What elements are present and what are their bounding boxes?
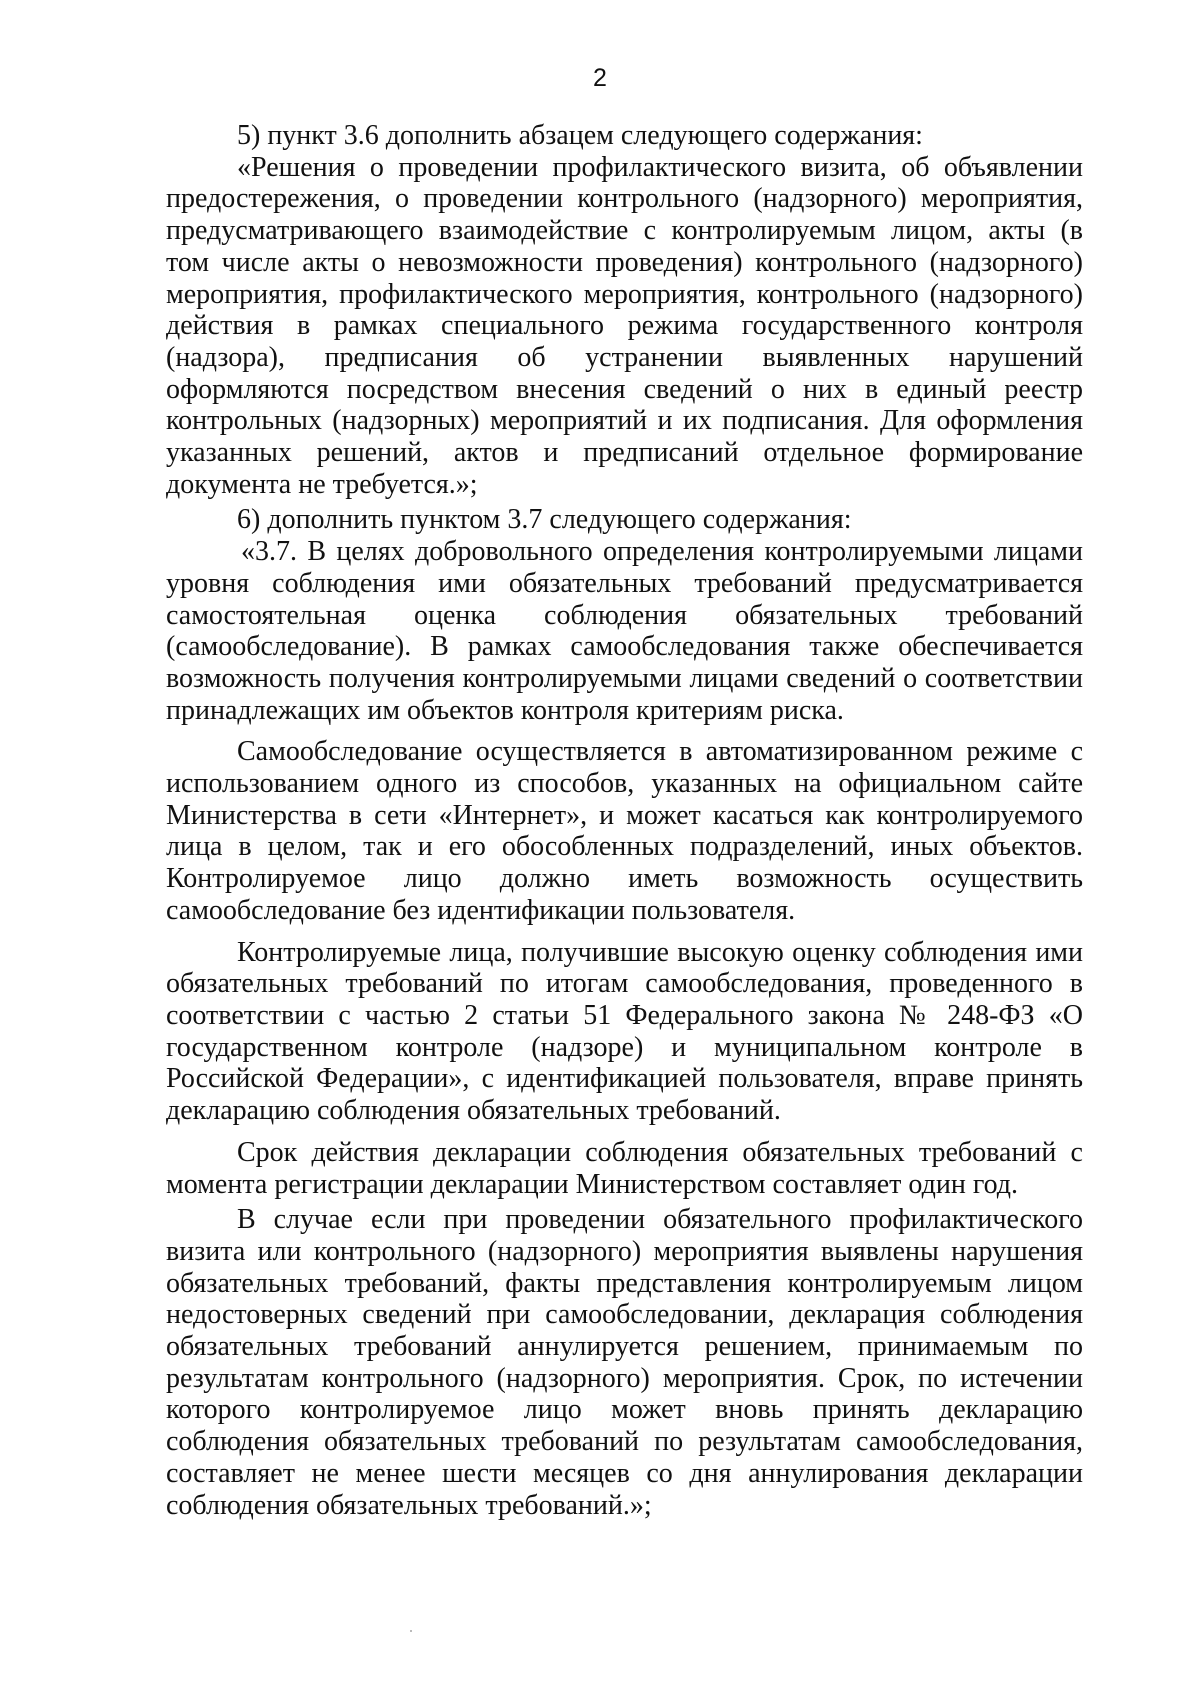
paragraph-declaration-annulment: В случае если при проведении обязательного профилактического визита или контрольного (надзорного) мероприятия выявлены нарушения обязательных требований, факты представления контролируемым лицом недостоверных сведений при самообследовании, декларация соблюдения обязательных требований аннулируется решением, принимаемым по результатам контрольного (надзорного) мероприятия. Срок, по истечении которого контролируемое лицо может вновь принять декларацию соблюдения обязательных требований по результатам самообследования, составляет не менее шести месяцев со дня аннулирования декларации соблюдения обязательных требований.»; (166, 1204, 1083, 1521)
paragraph-declaration-term: Срок действия декларации соблюдения обязательных требований с момента регистрации декларации Министерством составляет один год. (166, 1136, 1083, 1200)
paragraph-decisions-quote: «Решения о проведении профилактического визита, об объявлении предостережения, о проведении контрольного (надзорного) мероприятия, предусматривающего взаимодействие с контролируемым лицом, акты (в том числе акты о невозможности проведения) контрольного (надзорного) мероприятия, профилактического мероприятия, контрольного (надзорного) действия в рамках специального режима государственного контроля (надзора), предписания об устранении выявленных нарушений оформляются посредством внесения сведений о них в единый реестр контрольных (надзорных) мероприятий и их подписания. Для оформления указанных решений, актов и предписаний отдельное формирование документа не требуется.»; (166, 151, 1083, 500)
document-body (166, 120, 1083, 1521)
paragraph-clause-3-7: «3.7. В целях добровольного определения контролируемыми лицами уровня соблюдения ими обязательных требований предусматривается самостоятельная оценка соблюдения обязательных требований (самообследование). В рамках самообследования также обеспечивается возможность получения контролируемыми лицами сведений о соответствии принадлежащих им объектов контроля критериям риска. (166, 536, 1083, 726)
page-number: 2 (593, 64, 607, 92)
paragraph-item-6: 6) дополнить пунктом 3.7 следующего содержания: (237, 504, 852, 536)
paragraph-item-5: 5) пункт 3.6 дополнить абзацем следующего содержания: (237, 120, 923, 151)
paragraph-self-assessment: Самообследование осуществляется в автоматизированном режиме с использованием одного из способов, указанных на официальном сайте Министерства в сети «Интернет», и может касаться как контролируемого лица в целом, так и его обособленных подразделений, иных объектов. Контролируемое лицо должно иметь возможность осуществить самообследование без идентификации пользователя. (166, 736, 1083, 926)
scan-speck (410, 1630, 412, 1632)
paragraph-declaration: Контролируемые лица, получившие высокую оценку соблюдения ими обязательных требований по итогам самообследования, проведенного в соответствии с частью 2 статьи 51 Федерального закона № 248-ФЗ «О государственном контроле (надзоре) и муниципальном контроле в Российской Федерации», с идентификацией пользователя, вправе принять декларацию соблюдения обязательных требований. (166, 936, 1083, 1127)
